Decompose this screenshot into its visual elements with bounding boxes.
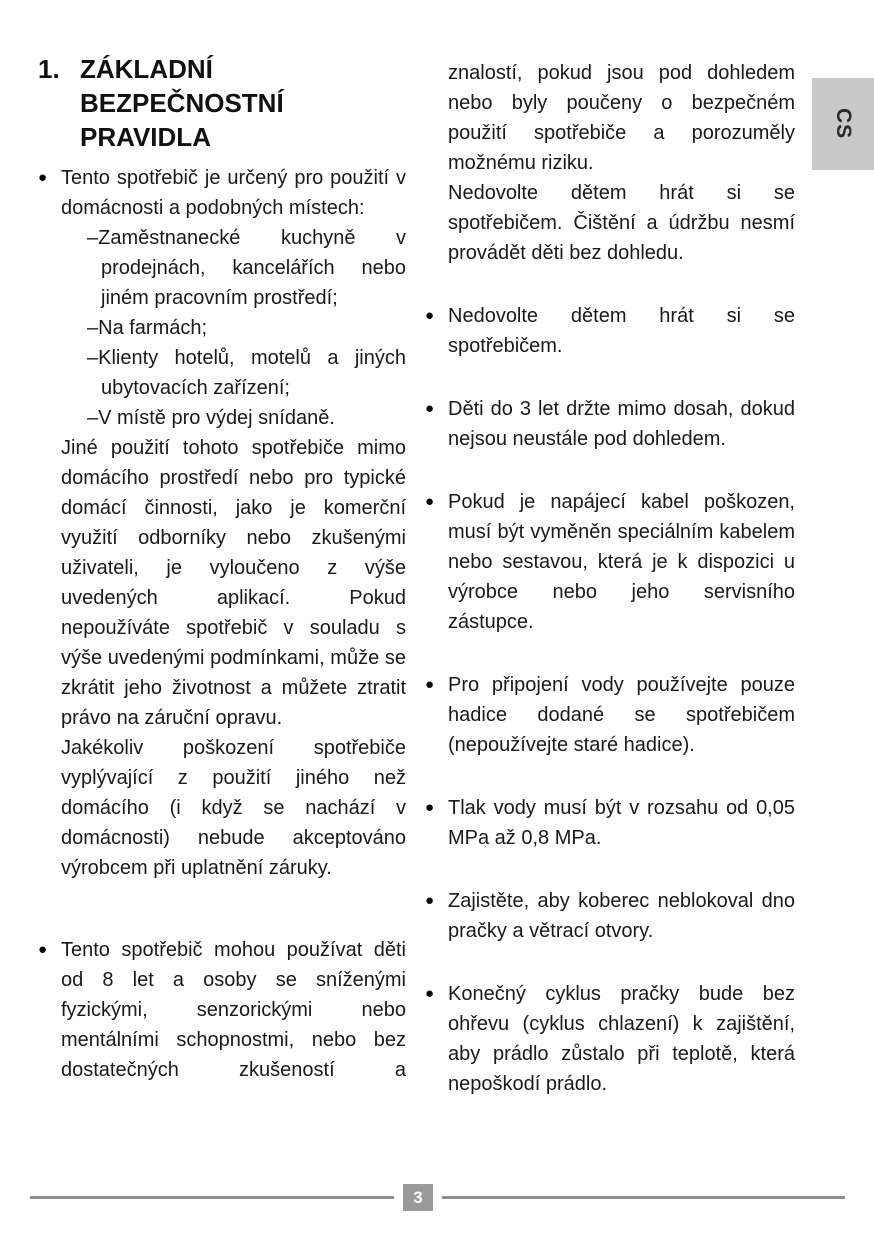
- bullet-item: [425, 487, 795, 637]
- paragraph-text: Děti do 3 let držte mimo dosah, dokud nejsou neustále pod dohledem.: [448, 398, 795, 450]
- bullet-item: [38, 163, 406, 883]
- dash-icon: –: [87, 347, 99, 369]
- paragraph-text: znalostí, pokud jsou pod dohledem nebo byly poučeny o bezpečném použití spotřebiče a porozuměly možnému riziku.: [448, 62, 795, 174]
- page-number-badge: [403, 1184, 433, 1211]
- dash-list-item: –Zaměstnanecké kuchyně v prodejnách, kancelářích nebo jiném pracovním prostředí;: [87, 227, 406, 309]
- paragraph-text: Tento spotřebič je určený pro použití v domácnosti a podobných místech:: [61, 167, 406, 219]
- dash-icon: –: [87, 317, 99, 339]
- paragraph-text: Nedovolte dětem hrát si se spotřebičem.: [448, 305, 795, 357]
- dash-icon: –: [87, 407, 99, 429]
- section-heading: [38, 52, 406, 154]
- paragraph-text: Nedovolte dětem hrát si se spotřebičem. Čištění a údržbu nesmí provádět děti bez dohledu.: [448, 182, 795, 264]
- bullet-icon: ●: [425, 676, 435, 693]
- language-tab: [812, 78, 874, 170]
- section-title: ZÁKLADNÍ BEZPEČNOSTNÍ PRAVIDLA: [80, 54, 284, 152]
- bullet-icon: ●: [425, 892, 435, 909]
- bullet-item: [425, 670, 795, 760]
- footer-rule-right: [442, 1196, 845, 1199]
- left-column: [38, 52, 406, 1099]
- left-column-body: [38, 163, 406, 1085]
- paragraph-text: Zajistěte, aby koberec neblokoval dno pračky a větrací otvory.: [448, 890, 795, 942]
- footer-rule-left: [30, 1196, 394, 1199]
- bullet-icon: ●: [425, 400, 435, 417]
- dash-list-item: –V místě pro výdej snídaně.: [87, 407, 335, 429]
- paragraph-text: Konečný cyklus pračky bude bez ohřevu (cyklus chlazení) k zajištění, aby prádlo zůstalo při teplotě, která nepoškodí prádlo.: [448, 983, 795, 1095]
- bullet-item: [425, 793, 795, 853]
- bullet-icon: ●: [425, 799, 435, 816]
- bullet-item: [425, 394, 795, 454]
- right-column-body: [425, 58, 795, 1099]
- dash-icon: –: [87, 227, 99, 249]
- paragraph-text: Jakékoliv poškození spotřebiče vyplývající z použití jiného než domácího (i když se nachází v domácnosti) nebude akceptováno výrobcem při uplatnění záruky.: [61, 737, 406, 879]
- dash-list-item: –Na farmách;: [87, 317, 208, 339]
- bullet-icon: ●: [425, 307, 435, 324]
- paragraph-text: Jiné použití tohoto spotřebiče mimo domácího prostředí nebo pro typické domácí činnosti, jako je komerční využití odborníky nebo zkušenými uživateli, je vyloučeno z výše uvedených aplikací. Pokud nepoužíváte spotřebič v souladu s výše uvedenými podmínkami, může se zkrátit jeho životnost a můžete ztratit právo na záruční opravu.: [61, 437, 406, 729]
- paragraph-text: Tento spotřebič mohou používat děti od 8 let a osoby se sníženými fyzickými, senzorickými nebo mentálními schopnostmi, nebo bez dostatečných zkušeností a: [61, 939, 406, 1081]
- paragraph-text: Pokud je napájecí kabel poškozen, musí být vyměněn speciálním kabelem nebo sestavou, která je k dispozici u výrobce nebo jeho servisního zástupce.: [448, 491, 795, 633]
- right-column: [425, 52, 795, 1099]
- continuation-paragraph: [425, 58, 795, 268]
- page-footer: [30, 1184, 845, 1211]
- bullet-icon: ●: [425, 493, 435, 510]
- section-number: 1.: [38, 54, 60, 84]
- page-number-label: 3: [413, 1187, 423, 1207]
- language-tab-label: CS: [832, 108, 855, 140]
- bullet-icon: ●: [38, 169, 48, 186]
- dash-list-item: –Klienty hotelů, motelů a jiných ubytovacích zařízení;: [87, 347, 406, 399]
- bullet-item: [425, 886, 795, 946]
- bullet-item: [38, 935, 406, 1085]
- bullet-item: [425, 979, 795, 1099]
- page-content: [38, 52, 795, 1099]
- bullet-item: [425, 301, 795, 361]
- paragraph-text: Tlak vody musí být v rozsahu od 0,05 MPa až 0,8 MPa.: [448, 797, 795, 849]
- bullet-icon: ●: [38, 941, 48, 958]
- bullet-icon: ●: [425, 985, 435, 1002]
- paragraph-text: Pro připojení vody používejte pouze hadice dodané se spotřebičem (nepoužívejte staré hadice).: [448, 674, 795, 756]
